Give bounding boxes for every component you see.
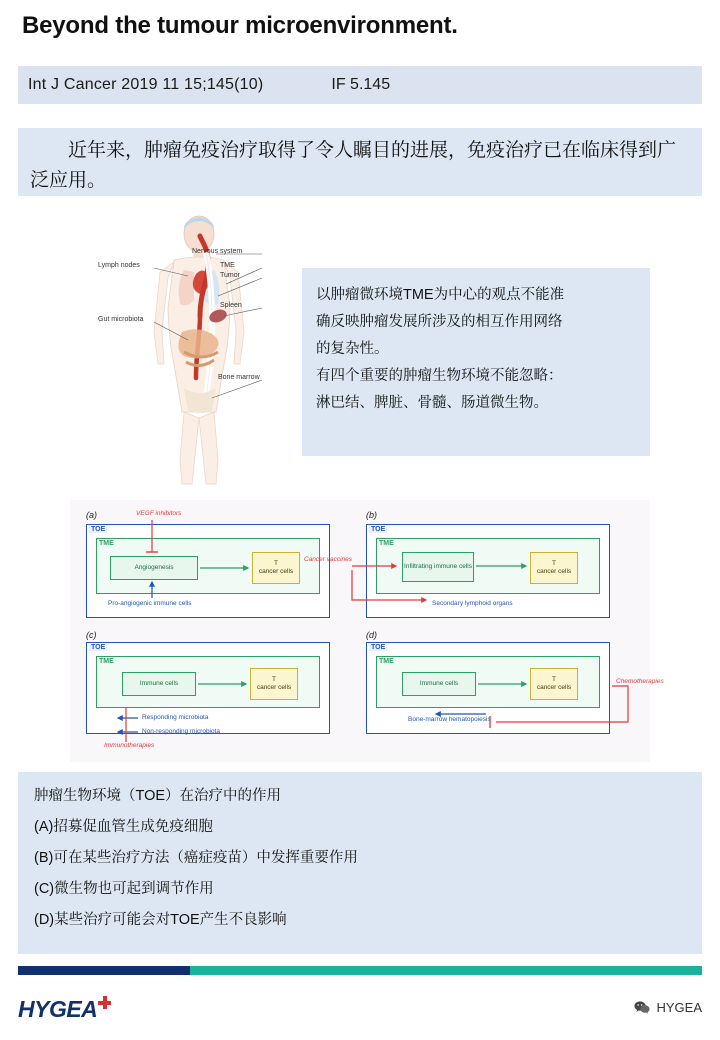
panel-a-tme-label: TME [99,540,114,547]
panel-d-annotation: Chemotherapies [616,678,664,685]
panel-b-cancer-line1: T [552,560,556,568]
panel-c-cancer-line2: cancer cells [256,684,292,691]
tme-line-3: 的复杂性。 [316,341,389,357]
panel-d-letter: (d) [366,630,377,640]
panel-c-cancer-line1: T [272,676,276,684]
impact-factor: IF 5.145 [331,76,391,93]
intro-box [18,128,702,196]
panel-b-toe-label: TOE [371,526,386,533]
panel-a-arrows [86,510,338,622]
tme-line-4: 有四个重要的肿瘤生物环境不能忽略： [316,368,563,384]
panel-c-blue-1: Responding microbiota [142,714,209,721]
panel-c-annotation: Immunotherapies [104,742,155,749]
conclusion-item-c: (C)微生物也可起到调节作用 [34,881,214,897]
panel-b-bottom-label: Secondary lymphoid organs [432,600,513,607]
conclusion-heading: 肿瘤生物环境（TOE）在治疗中的作用 [34,788,282,804]
brand-logo-text: HYGEA [18,996,98,1022]
panel-d-tme-label: TME [379,658,394,665]
panel-b-green-node: Infiltrating immune cells [402,552,474,582]
panel-a-green-node: Angiogenesis [110,556,198,580]
label-tumor: Tumor [220,272,240,279]
tme-line-5: 淋巴结、脾脏、骨髓、肠道微生物。 [316,395,548,411]
label-bone-marrow: Bone marrow [218,374,260,381]
label-nervous-system: Nervous system [192,248,243,255]
panel-c-letter: (c) [86,630,97,640]
toe-panel-figure [70,500,664,762]
panel-d [366,630,664,752]
wechat-account-name: HYGEA [656,1000,702,1015]
label-lymph-nodes: Lymph nodes [98,262,140,269]
tme-line-1: 以肿瘤微环境TME为中心的观点不能准 [316,287,565,303]
panel-d-cancer-line1: T [552,676,556,684]
panel-c-arrows [86,630,338,752]
panel-c-blue-2: Non-responding microbiota [142,728,221,735]
tme-line-2: 确反映肿瘤发展所涉及的相互作用网络 [316,314,563,330]
panel-d-green-node: Immune cells [402,672,476,696]
panel-b-letter: (b) [366,510,377,520]
conclusion-item-d: (D)某些治疗可能会对TOE产生不良影响 [34,912,287,928]
panel-c-tme-label: TME [99,658,114,665]
panel-a-cancer-line2: cancer cells [258,568,294,575]
conclusion-item-a: (A)招募促血管生成免疫细胞 [34,819,213,835]
wechat-footer [634,1000,702,1015]
panel-c-toe-label: TOE [91,644,106,651]
journal-citation: Int J Cancer 2019 11 15;145(10) [28,76,264,93]
panel-a-letter: (a) [86,510,97,520]
panel-a [86,510,338,622]
brand-logo [18,996,111,1023]
conclusion-item-b: (B)可在某些治疗方法（癌症疫苗）中发挥重要作用 [34,850,358,866]
panel-d-arrows [366,630,628,752]
panel-c-green-node: Immune cells [122,672,196,696]
panel-d-cancer-line2: cancer cells [536,684,572,691]
footer-bar-teal [190,966,702,975]
page-title: Beyond the tumour microenvironment. [22,12,458,39]
panel-b-cancer-line2: cancer cells [536,568,572,575]
panel-d-toe-label: TOE [371,644,386,651]
panel-b [303,510,628,622]
panel-d-bottom-label: Bone-marrow hematopoiesis [408,716,491,723]
label-gut-microbiota: Gut microbiota [98,316,144,323]
panel-c [86,630,338,752]
panel-a-bottom-label: Pro-angiogenic immune cells [108,600,192,607]
journal-bar [18,66,702,104]
panel-a-cancer-line1: T [274,560,278,568]
panel-a-annotation: VEGF inhibitors [136,510,182,517]
label-spleen: Spleen [220,302,242,309]
conclusion-box [18,772,702,954]
label-tme: TME [220,262,235,269]
intro-text: 近年来，肿瘤免疫治疗取得了令人瞩目的进展，免疫治疗已在临床得到广泛应用。 [30,140,677,191]
tme-comment-box [302,268,650,456]
panel-a-toe-label: TOE [91,526,106,533]
medical-cross-icon [98,996,111,1009]
footer-bar-navy [18,966,190,975]
body-anatomy-figure [96,212,306,490]
panel-b-annotation: Cancer vaccines [303,556,353,563]
panel-b-arrows [366,510,628,622]
panel-b-tme-label: TME [379,540,394,547]
wechat-icon [634,1001,650,1014]
